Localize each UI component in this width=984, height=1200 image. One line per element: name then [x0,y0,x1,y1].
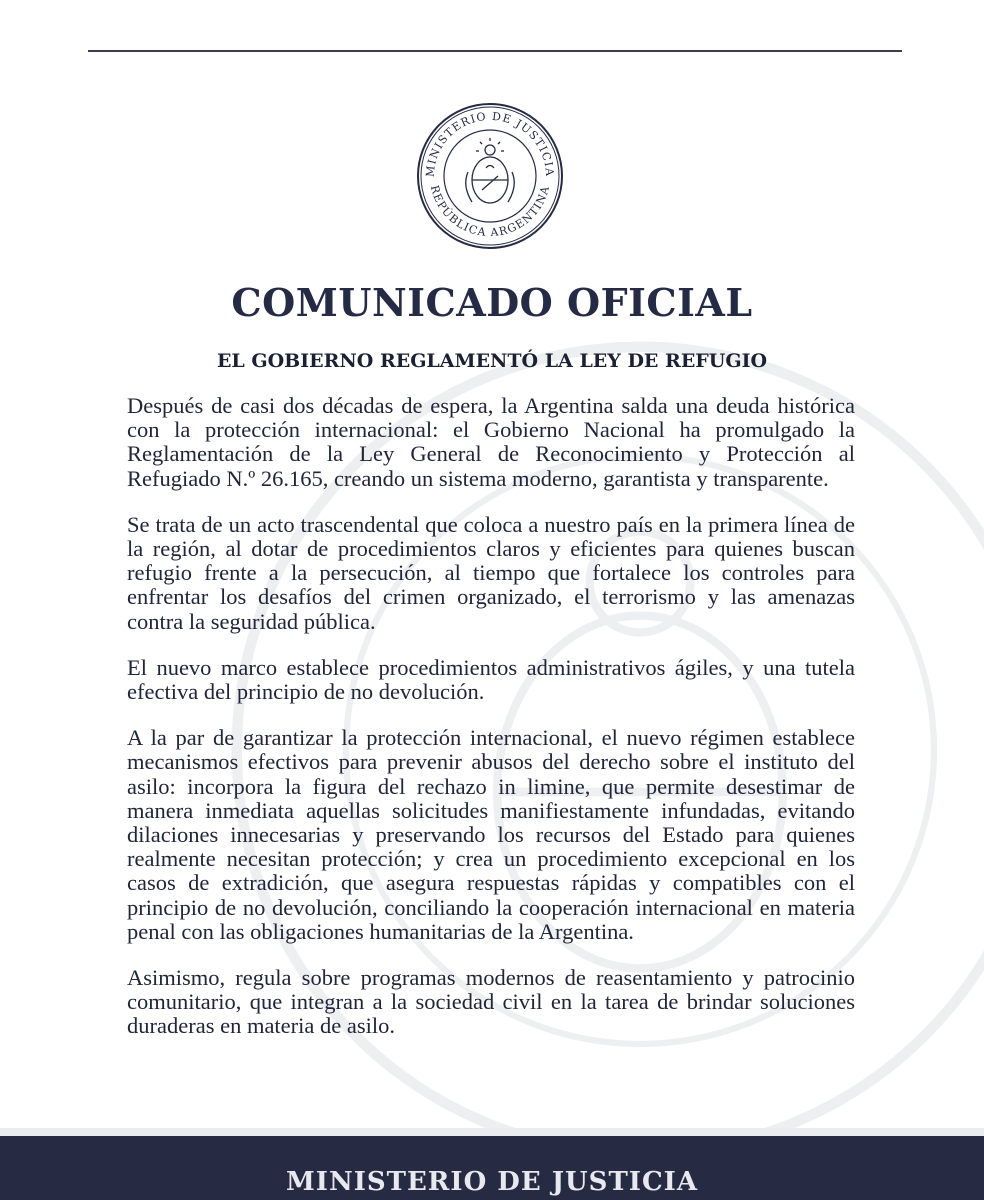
footer-band-accent [0,1128,984,1136]
document-title: COMUNICADO OFICIAL [231,280,753,325]
svg-text:MINISTERIO DE JUSTICIA: MINISTERIO DE JUSTICIA [423,109,557,178]
paragraph-1: Después de casi dos décadas de espera, la Argentina salda una deuda histórica con la protección internacional: el Gobierno Nacional ha promulgado la Reglamentación de la Ley General de Reconocimiento y Protección al Refugiado N.º 26.165, creando un sistema moderno, garantista y transparente. [127,393,855,491]
paragraph-2: Se trata de un acto trascendental que coloca a nuestro país en la primera línea de la región, al dotar de procedimientos claros y eficientes para quienes buscan refugio frente a la persecución, al tiempo que fortalece los controles para enfrentar los desafíos del crimen organizado, el terrorismo y las amenazas contra la seguridad pública. [127,511,855,634]
paragraph-4: A la par de garantizar la protección internacional, el nuevo régimen establece mecanismos efectivos para prevenir abusos del derecho sobre el instituto del asilo: incorpora la figura del rechazo in limine, que permite desestimar de manera inmediata aquellas solicitudes manifiestamente infundadas, evitando dilaciones innecesarias y preservando los recursos del Estado para quienes realmente necesitan protección; y crea un procedimiento excepcional en los casos de extradición, que asegura respuestas rápidas y compatibles con el principio de no devolución, conciliando la cooperación internacional en materia penal con las obligaciones humanitarias de la Argentina. [127,725,855,944]
footer-ministry-label: MINISTERIO DE JUSTICIA [286,1167,698,1197]
document-subtitle: EL GOBIERNO REGLAMENTÓ LA LEY DE REFUGIO [216,350,768,372]
paragraph-5: Asimismo, regula sobre programas modernos de reasentamiento y patrocinio comunitario, que integran a la sociedad civil en la tarea de brindar soluciones duraderas en materia de asilo. [127,965,855,1039]
ministry-seal-icon [416,102,564,250]
top-divider [88,50,902,52]
paragraph-3: El nuevo marco establece procedimientos administrativos ágiles, y una tutela efectiva del principio de no devolución. [127,654,855,705]
svg-text:REPÚBLICA ARGENTINA: REPÚBLICA ARGENTINA [427,183,553,240]
document-body [127,394,855,1061]
